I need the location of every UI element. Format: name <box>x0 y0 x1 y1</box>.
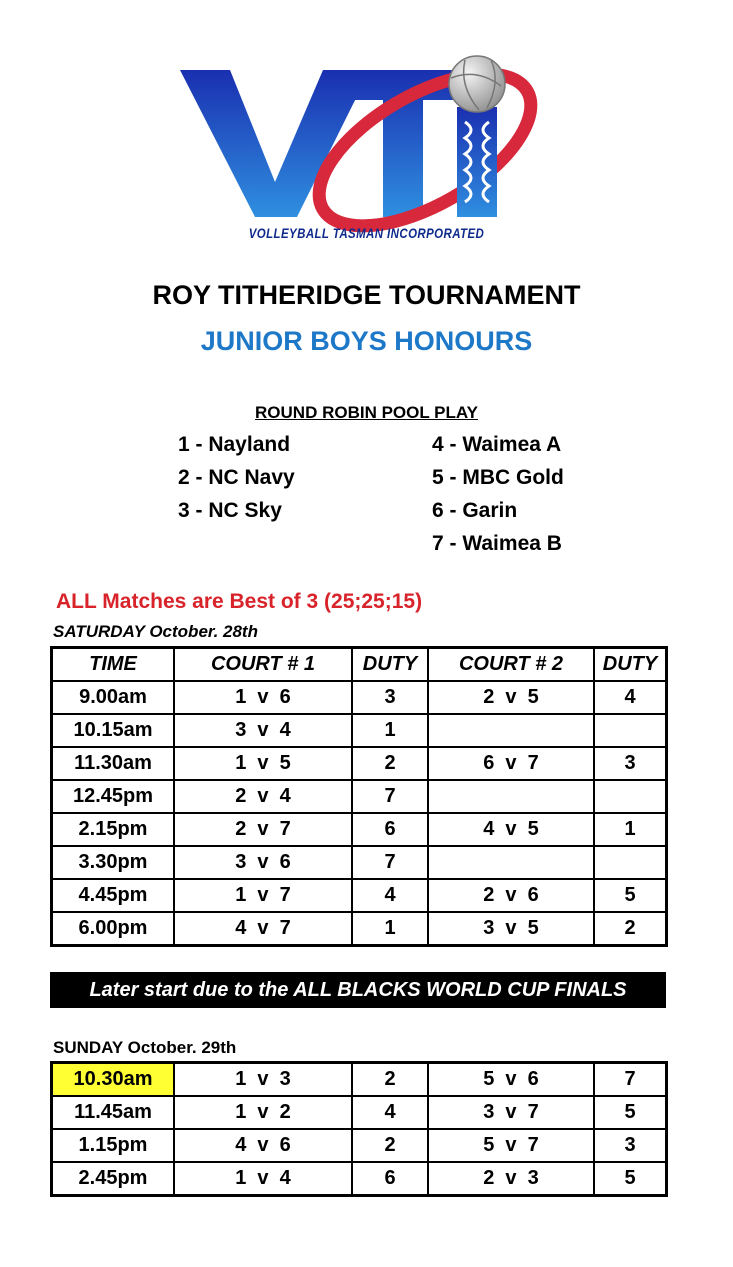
duty-1-cell: 1 <box>352 912 428 946</box>
duty-1-cell: 3 <box>352 681 428 714</box>
court-1-cell: 4 v 7 <box>174 912 352 946</box>
court-2-cell <box>428 780 594 813</box>
sunday-label: SUNDAY October. 29th <box>53 1038 237 1057</box>
pool-heading: ROUND ROBIN POOL PLAY <box>255 403 478 422</box>
court-2-cell <box>428 714 594 747</box>
team-item: 7 - Waimea B <box>432 532 562 555</box>
table-row <box>52 1162 667 1196</box>
court-2-cell: 2 v 3 <box>428 1162 594 1196</box>
duty-2-cell: 7 <box>594 1063 667 1097</box>
duty-1-cell: 6 <box>352 813 428 846</box>
table-row <box>52 846 667 879</box>
table-row <box>52 879 667 912</box>
duty-2-cell <box>594 780 667 813</box>
time-cell: 3.30pm <box>52 846 175 879</box>
duty-2-cell: 5 <box>594 1162 667 1196</box>
duty-2-cell: 5 <box>594 879 667 912</box>
table-row <box>52 912 667 946</box>
duty-1-cell: 2 <box>352 1063 428 1097</box>
logo-letter-i <box>457 107 497 217</box>
header-court-2: COURT # 2 <box>428 648 594 682</box>
court-1-cell: 1 v 6 <box>174 681 352 714</box>
court-2-cell: 5 v 7 <box>428 1129 594 1162</box>
header-duty-2: DUTY <box>594 648 667 682</box>
table-header-row <box>52 648 667 682</box>
table-row <box>52 747 667 780</box>
court-2-cell: 2 v 6 <box>428 879 594 912</box>
page-title: ROY TITHERIDGE TOURNAMENT <box>152 280 581 310</box>
time-cell: 6.00pm <box>52 912 175 946</box>
time-cell: 9.00am <box>52 681 175 714</box>
duty-2-cell: 3 <box>594 1129 667 1162</box>
table-row <box>52 1096 667 1129</box>
duty-1-cell: 2 <box>352 1129 428 1162</box>
team-item: 1 - Nayland <box>178 433 291 456</box>
team-item: 6 - Garin <box>432 499 518 522</box>
header-court-1: COURT # 1 <box>174 648 352 682</box>
duty-1-cell: 2 <box>352 747 428 780</box>
table-row <box>52 813 667 846</box>
time-cell: 11.30am <box>52 747 175 780</box>
duty-2-cell: 2 <box>594 912 667 946</box>
time-cell: 12.45pm <box>52 780 175 813</box>
court-1-cell: 1 v 5 <box>174 747 352 780</box>
time-cell: 2.45pm <box>52 1162 175 1196</box>
time-cell: 1.15pm <box>52 1129 175 1162</box>
vti-logo <box>175 52 545 247</box>
time-cell: 2.15pm <box>52 813 175 846</box>
saturday-schedule-table <box>50 646 668 947</box>
duty-2-cell <box>594 714 667 747</box>
saturday-label: SATURDAY October. 28th <box>53 622 258 641</box>
org-name: VOLLEYBALL TASMAN INCORPORATED <box>248 225 485 241</box>
court-2-cell: 3 v 7 <box>428 1096 594 1129</box>
court-1-cell: 1 v 2 <box>174 1096 352 1129</box>
notice-banner: Later start due to the ALL BLACKS WORLD CUP FINALS <box>50 972 666 1008</box>
time-cell: 4.45pm <box>52 879 175 912</box>
court-1-cell: 1 v 7 <box>174 879 352 912</box>
court-1-cell: 1 v 3 <box>174 1063 352 1097</box>
duty-1-cell: 7 <box>352 780 428 813</box>
court-1-cell: 1 v 4 <box>174 1162 352 1196</box>
header-time: TIME <box>52 648 175 682</box>
court-2-cell: 6 v 7 <box>428 747 594 780</box>
table-row <box>52 780 667 813</box>
court-1-cell: 3 v 4 <box>174 714 352 747</box>
table-row <box>52 1129 667 1162</box>
duty-1-cell: 6 <box>352 1162 428 1196</box>
court-2-cell: 5 v 6 <box>428 1063 594 1097</box>
duty-2-cell: 5 <box>594 1096 667 1129</box>
team-item: 5 - MBC Gold <box>432 466 564 489</box>
time-cell: 11.45am <box>52 1096 175 1129</box>
sunday-schedule-table <box>50 1061 668 1197</box>
court-2-cell: 2 v 5 <box>428 681 594 714</box>
header-duty-1: DUTY <box>352 648 428 682</box>
court-2-cell: 3 v 5 <box>428 912 594 946</box>
vti-logo-graphic <box>175 52 545 247</box>
time-cell: 10.15am <box>52 714 175 747</box>
court-2-cell: 4 v 5 <box>428 813 594 846</box>
duty-1-cell: 1 <box>352 714 428 747</box>
duty-1-cell: 4 <box>352 879 428 912</box>
team-item: 4 - Waimea A <box>432 433 562 456</box>
table-row <box>52 681 667 714</box>
court-1-cell: 2 v 7 <box>174 813 352 846</box>
duty-2-cell: 1 <box>594 813 667 846</box>
duty-1-cell: 7 <box>352 846 428 879</box>
time-cell: 10.30am <box>52 1063 175 1097</box>
team-item: 2 - NC Navy <box>178 466 295 489</box>
duty-2-cell: 4 <box>594 681 667 714</box>
duty-2-cell <box>594 846 667 879</box>
court-1-cell: 2 v 4 <box>174 780 352 813</box>
page-subtitle: JUNIOR BOYS HONOURS <box>200 326 533 356</box>
court-2-cell <box>428 846 594 879</box>
table-row <box>52 1063 667 1097</box>
team-item: 3 - NC Sky <box>178 499 282 522</box>
format-note: ALL Matches are Best of 3 (25;25;15) <box>56 590 423 613</box>
volleyball-icon <box>449 56 505 112</box>
duty-1-cell: 4 <box>352 1096 428 1129</box>
duty-2-cell: 3 <box>594 747 667 780</box>
table-row <box>52 714 667 747</box>
court-1-cell: 3 v 6 <box>174 846 352 879</box>
court-1-cell: 4 v 6 <box>174 1129 352 1162</box>
